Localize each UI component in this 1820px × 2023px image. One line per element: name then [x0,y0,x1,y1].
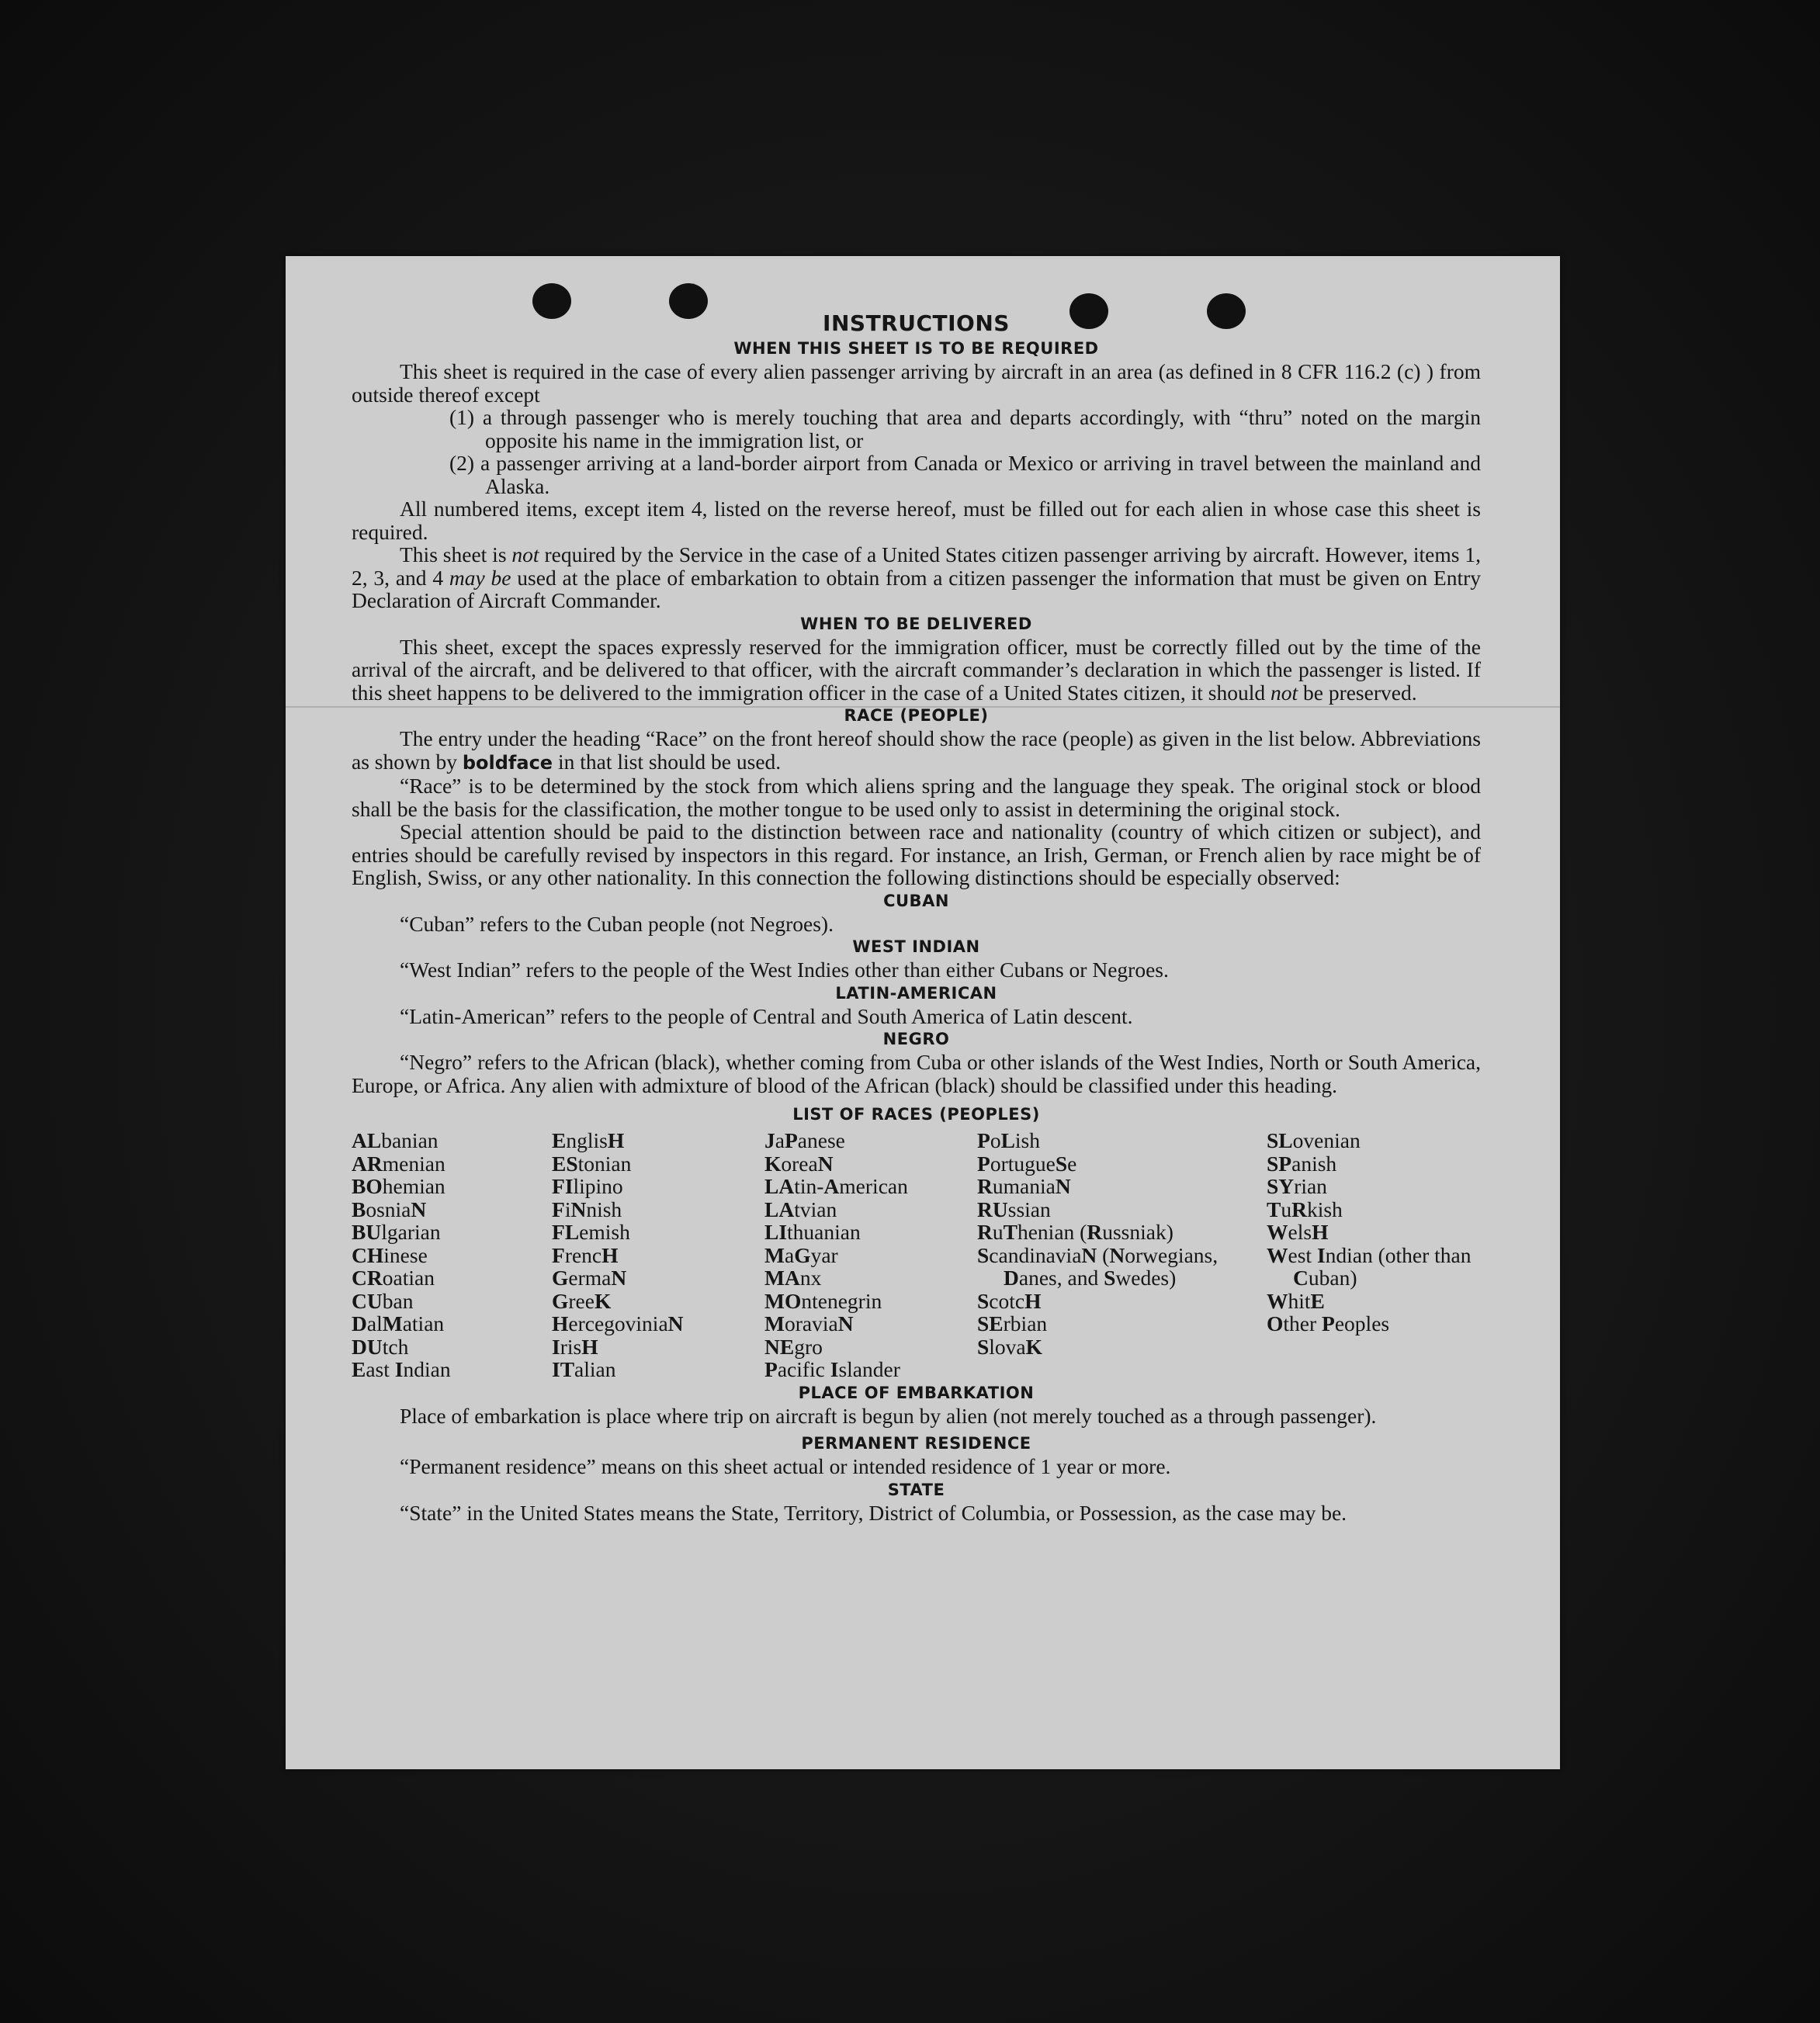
race-entry: LAtin-American [764,1174,908,1198]
race-entry: ALbanian [352,1128,439,1152]
race-entry: MaGyar [764,1242,838,1267]
race-entry: CUban [352,1288,414,1313]
race-entry: West Indian (other than Cuban) [1267,1242,1472,1290]
race-entry: IrisH [552,1334,598,1359]
race-entry: RumaniaN [977,1174,1071,1198]
list-item: (2) a passenger arriving at a land-border airport from Canada or Mexico or arriving in travel between the mainland and Alaska. [449,451,1481,498]
race-entry: SYrian [1267,1174,1327,1198]
instruction-sheet [286,256,1560,1769]
race-entry: BUlgarian [352,1220,441,1244]
race-entry: BosniaN [352,1197,427,1221]
race-entry: GreeK [552,1288,612,1313]
race-entry: MAnx [764,1266,822,1290]
section-heading: WHEN THIS SHEET IS TO BE REQUIRED [733,339,1099,358]
race-entry: FrencH [552,1242,619,1267]
race-entry: GermaN [552,1266,627,1290]
race-entry: KoreaN [764,1151,834,1176]
race-column [1267,1129,1481,1381]
instructions-content [352,307,1481,1524]
race-entry: ITalian [552,1357,616,1381]
paragraph: “Permanent residence” means on this sheet actual or intended residence of 1 year or more. [400,1454,1171,1478]
section-heading: RACE (PEOPLE) [844,706,989,725]
race-list [352,1129,1481,1381]
race-entry: EStonian [552,1151,632,1176]
race-entry: SLovenian [1267,1128,1361,1152]
paragraph: “Latin-American” refers to the people of Central and South America of Latin descent. [400,1003,1133,1028]
paragraph: Place of embarkation is place where trip on aircraft is begun by alien (not merely touched as a through passenger). [400,1403,1377,1428]
race-entry: JaPanese [764,1128,845,1152]
race-entry: East Indian [352,1357,451,1381]
race-entry: CRoatian [352,1266,435,1290]
race-entry: ScotcH [977,1288,1042,1313]
section-heading: WEST INDIAN [852,937,980,956]
race-entry: ARmenian [352,1151,445,1176]
paragraph: Special attention should be paid to the distinction between race and nationality (country of which citizen or subject), and entries should be carefully revised by inspectors in this regard. For instance, an Irish, German, or French alien by race might be of English, Swiss, or any other nationality. In this connection the following distinctions should be especially observed: [352,819,1481,889]
race-entry: FiNnish [552,1197,622,1221]
page-title: INSTRUCTIONS [823,310,1010,336]
race-column [977,1129,1267,1381]
race-entry: SPanish [1267,1151,1337,1176]
race-entry: FIlipino [552,1174,623,1198]
race-entry: WhitE [1267,1288,1325,1313]
race-entry: RuThenian (Russniak) [977,1220,1173,1244]
paragraph: The entry under the heading “Race” on the front hereof should show the race (people) as given in the list below. Abbreviations as shown by boldface in that list should be used. [352,726,1481,774]
race-entry: Other Peoples [1267,1311,1390,1335]
race-entry: LIthuanian [764,1220,861,1244]
race-entry: MOntenegrin [764,1288,882,1313]
section-heading: PLACE OF EMBARKATION [798,1383,1035,1402]
race-entry: LAtvian [764,1197,837,1221]
paragraph: “Cuban” refers to the Cuban people (not Negroes). [400,911,834,936]
paragraph: “Negro” refers to the African (black), whether coming from Cuba or other islands of the West Indies, North or South America, Europe, or Africa. Any alien with admixture of blood of the African (black) should be classified under this heading. [352,1050,1481,1097]
section-heading: NEGRO [882,1030,950,1048]
section-heading: LIST OF RACES (PEOPLES) [792,1105,1040,1124]
paragraph: This sheet is required in the case of every alien passenger arriving by aircraft in an area (as defined in 8 CFR 116.2 (c) ) from outside thereof except [352,359,1481,407]
race-entry: Pacific Islander [764,1357,900,1381]
race-column [352,1129,552,1381]
race-entry: EnglisH [552,1128,625,1152]
race-column [764,1129,977,1381]
race-entry: TuRkish [1267,1197,1343,1221]
paragraph: “West Indian” refers to the people of the West Indies other than either Cubans or Negroes. [400,958,1169,982]
race-entry: MoraviaN [764,1311,854,1335]
section-heading: CUBAN [883,891,949,910]
race-entry: PortugueSe [977,1151,1077,1176]
race-column [552,1129,764,1381]
race-entry: RUssian [977,1197,1051,1221]
race-entry: SlovaK [977,1334,1043,1359]
race-entry: HercegoviniaN [552,1311,684,1335]
race-entry: ScandinaviaN (Norwegians, Danes, and Swedes) [977,1242,1219,1290]
paragraph: “Race” is to be determined by the stock from which aliens spring and the language they speak. The original stock or blood shall be the basis for the classification, the mother tongue to be used only to assist in determining the original stock. [352,774,1481,821]
paragraph: All numbered items, except item 4, listed on the reverse hereof, must be filled out for each alien in whose case this sheet is required. [352,497,1481,544]
paragraph: “State” in the United States means the State, Territory, District of Columbia, or Possession, as the case may be. [400,1500,1347,1525]
race-entry: SErbian [977,1311,1048,1335]
paragraph: This sheet is not required by the Service in the case of a United States citizen passenger arriving by aircraft. However, items 1, 2, 3, and 4 may be used at the place of embarkation to obtain from a citizen passenger the information that must be given on Entry Declaration of Aircraft Commander. [352,542,1481,612]
section-heading: WHEN TO BE DELIVERED [800,614,1032,633]
race-entry: DalMatian [352,1311,445,1335]
race-entry: FLemish [552,1220,630,1244]
race-entry: BOhemian [352,1174,445,1198]
section-heading: STATE [887,1480,945,1499]
list-item: (1) a through passenger who is merely touching that area and departs accordingly, with “thru” noted on the margin opposite his name in the immigration list, or [449,405,1481,452]
race-entry: PoLish [977,1128,1040,1152]
race-entry: WelsH [1267,1220,1329,1244]
section-heading: PERMANENT RESIDENCE [801,1434,1031,1453]
race-entry: NEgro [764,1334,823,1359]
race-entry: DUtch [352,1334,409,1359]
paragraph: This sheet, except the spaces expressly reserved for the immigration officer, must be correctly filled out by the time of the arrival of the aircraft, and be delivered to that officer, with the aircraft commander’s declaration in which the passenger is listed. If this sheet happens to be delivered to the immigration officer in the case of a United States citizen, it should not be preserved. [352,634,1481,705]
race-entry: CHinese [352,1242,428,1267]
section-heading: LATIN-AMERICAN [835,983,997,1003]
